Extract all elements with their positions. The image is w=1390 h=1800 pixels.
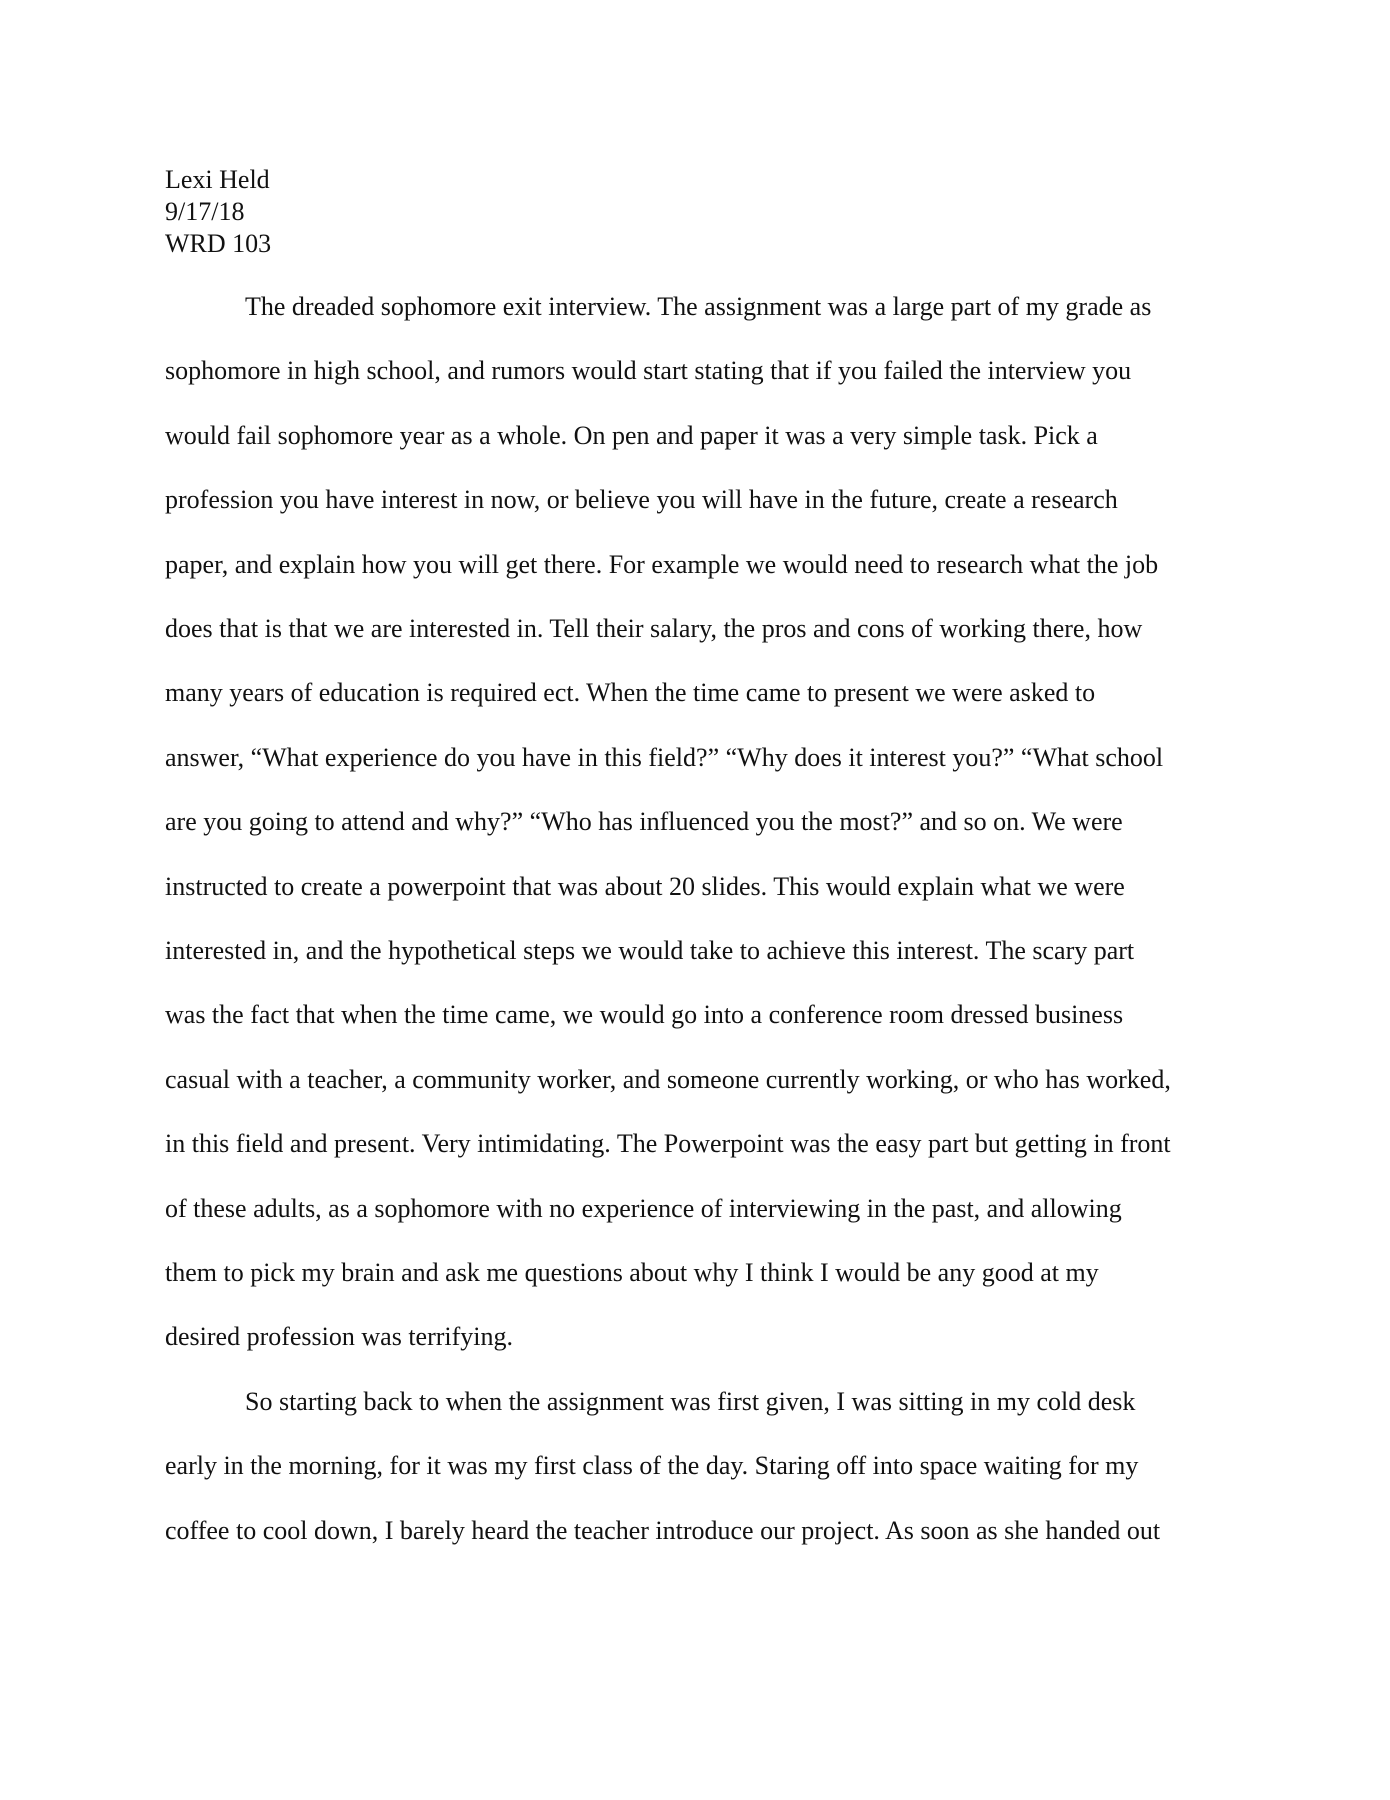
paragraph-1-line-14: in this field and present. Very intimidating. The Powerpoint was the easy part but getting in front	[165, 1129, 1171, 1159]
paragraph-1-line-15: of these adults, as a sophomore with no experience of interviewing in the past, and allowing	[165, 1193, 1122, 1223]
paragraph-1-line-12: was the fact that when the time came, we would go into a conference room dressed business	[165, 1000, 1124, 1030]
paragraph-1-line-7: many years of education is required ect. When the time came to present we were asked to	[165, 678, 1096, 708]
paragraph-1-line-10: instructed to create a powerpoint that was about 20 slides. This would explain what we were	[165, 871, 1125, 901]
paragraph-1-line-8: answer, “What experience do you have in this field?” “Why does it interest you?” “What school	[165, 742, 1164, 772]
date: 9/17/18	[165, 197, 245, 226]
paragraph-1-line-2: sophomore in high school, and rumors would start stating that if you failed the interview you	[165, 356, 1132, 386]
paragraph-2-line-3: coffee to cool down, I barely heard the teacher introduce our project. As soon as she handed out	[165, 1515, 1161, 1545]
paragraph-1-line-1: The dreaded sophomore exit interview. The assignment was a large part of my grade as	[245, 292, 1152, 321]
paragraph-2-line-2: early in the morning, for it was my first class of the day. Staring off into space waiting for my	[165, 1451, 1139, 1481]
header-block	[165, 164, 271, 260]
paragraph-1-line-3: would fail sophomore year as a whole. On pen and paper it was a very simple task. Pick a	[165, 420, 1098, 450]
course-code: WRD 103	[165, 229, 272, 258]
paragraph-1-line-4: profession you have interest in now, or believe you will have in the future, create a research	[165, 485, 1118, 515]
author-name: Lexi Held	[165, 165, 270, 194]
paragraph-2-line-1: So starting back to when the assignment was first given, I was sitting in my cold desk	[245, 1386, 1136, 1416]
paragraph-1-line-11: interested in, and the hypothetical steps we would take to achieve this interest. The scary part	[165, 936, 1135, 965]
paragraph-1-line-17: desired profession was terrifying.	[165, 1322, 514, 1352]
paragraph-1-line-13: casual with a teacher, a community worker, and someone currently working, or who has worked,	[165, 1064, 1171, 1094]
paragraph-1-line-9: are you going to attend and why?” “Who has influenced you the most?” and so on. We were	[165, 807, 1123, 837]
paragraph-1-line-5: paper, and explain how you will get there. For example we would need to research what the job	[165, 549, 1159, 579]
paragraph-1-line-16: them to pick my brain and ask me questions about why I think I would be any good at my	[165, 1258, 1099, 1287]
paragraph-1-line-6: does that is that we are interested in. Tell their salary, the pros and cons of working there, how	[165, 614, 1143, 643]
